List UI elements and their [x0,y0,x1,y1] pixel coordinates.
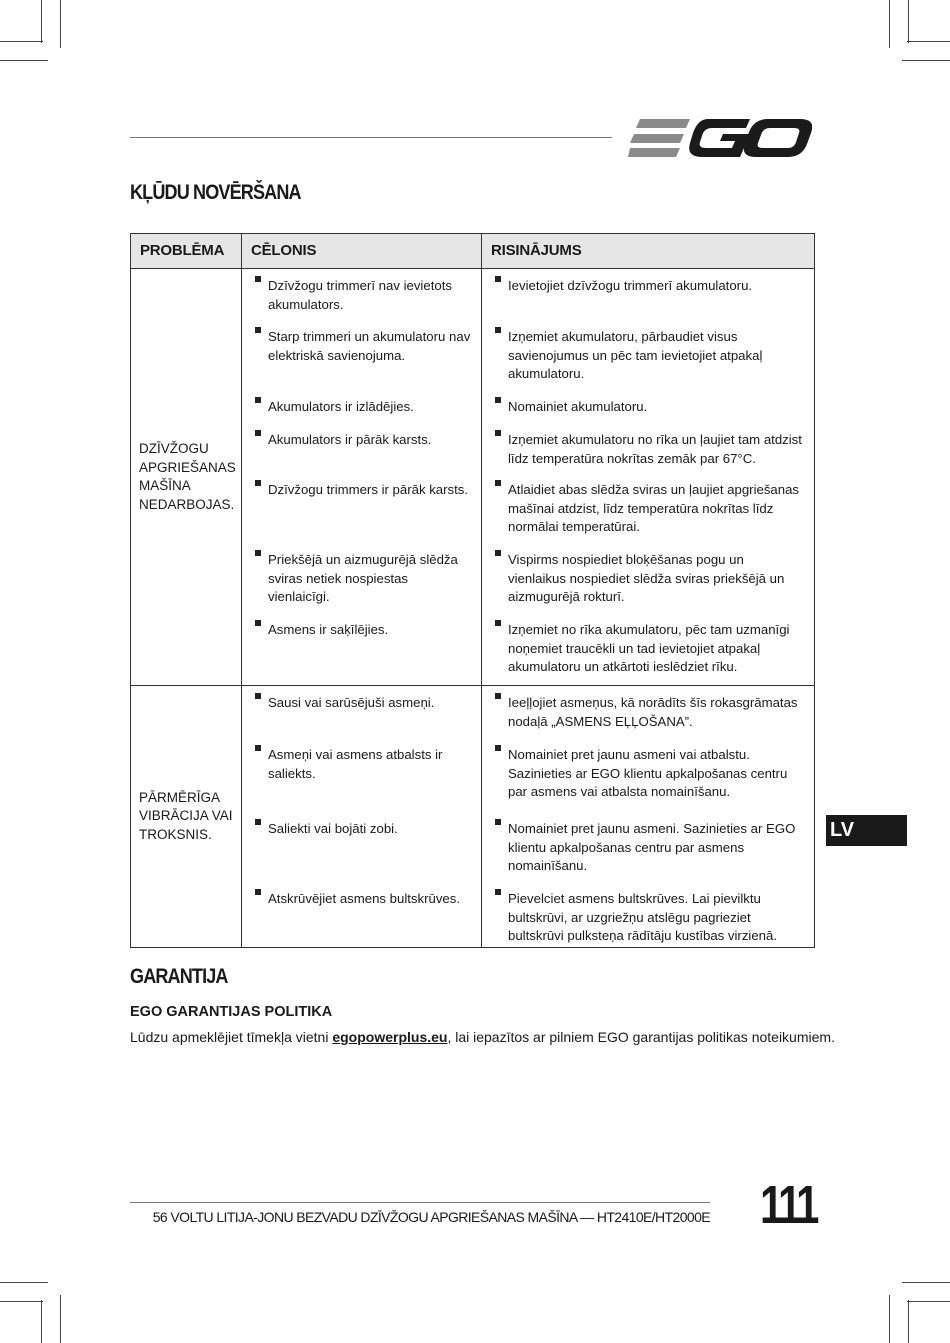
crop-mark [60,0,61,48]
column-header: RISINĀJUMS [482,234,815,269]
table-header-row [131,234,815,269]
warranty-heading: GARANTIJA [130,965,228,988]
warranty-text-after: , lai iepazītos ar pilniem EGO garantijas politikas noteikumiem. [447,1029,835,1045]
cause-text: Akumulators ir pārāk karsts. [243,424,480,450]
ego-logo [628,117,812,159]
footer-rule [130,1202,710,1203]
warranty-text [130,1029,835,1045]
crop-mark [60,1295,61,1343]
solution-text: Izņemiet akumulatoru, pārbaudiet visus savienojumus un pēc tam ievietojiet atpakaļ akumulatoru. [483,321,813,384]
solution-text: Vispirms nospiediet bloķēšanas pogu un vienlaikus nospiediet slēdža sviras priekšējā un aizmugurējā rokturī. [483,544,813,607]
crop-mark [0,41,43,42]
cause-text: Asmens ir saķīlējies. [243,614,480,640]
solution-text: Pievelciet asmens bultskrūves. Lai pievilktu bultskrūvi, ar uzgriežņu atslēgu pagrieziet bultskrūvi pulksteņa rādītāju kustības virzienā. [483,883,813,946]
solution-text: Nomainiet pret jaunu asmeni vai atbalstu. Sazinieties ar EGO klientu apkalpošanas centru par asmens vai atbalsta nomainīšanu. [483,739,813,802]
solution-text: Ievietojiet dzīvžogu trimmerī akumulatoru. [483,270,813,296]
cause-text: Sausi vai sarūsējuši asmeņi. [243,687,480,713]
cause-text: Atskrūvējiet asmens bultskrūves. [243,883,480,909]
problem-cell: PĀRMĒRĪGA VIBRĀCIJA VAI TROKSNIS. [131,686,242,948]
crop-mark [889,1295,890,1343]
column-header: CĒLONIS [242,234,482,269]
cause-text: Dzīvžogu trimmerī nav ievietots akumulators. [243,270,480,314]
warranty-text-before: Lūdzu apmeklējiet tīmekļa vietni [130,1029,333,1045]
crop-mark [0,1282,48,1283]
header-rule [130,137,612,138]
crop-mark [908,1300,909,1343]
crop-mark [908,0,909,43]
section-title: KĻŪDU NOVĒRŠANA [130,181,301,204]
warranty-subtitle: EGO GARANTIJAS POLITIKA [130,1004,333,1020]
solution-text: Ieeļļojiet asmeņus, kā norādīts šīs rokasgrāmatas nodaļā „ASMENS EĻĻOŠANA”. [483,687,813,731]
cause-text: Asmeņi vai asmens atbalsts ir saliekts. [243,739,480,783]
solution-text: Izņemiet akumulatoru no rīka un ļaujiet tam atdzist līdz temperatūra nokrītas zemāk par 67°C. [483,424,813,468]
crop-mark [907,41,950,42]
solution-text: Nomainiet pret jaunu asmeni. Sazinieties ar EGO klientu apkalpošanas centru par asmens nomainīšanu. [483,813,813,876]
page-number: 111 [760,1175,817,1235]
warranty-link[interactable]: egopowerplus.eu [332,1029,448,1045]
solution-text: Nomainiet akumulatoru. [483,391,813,417]
language-tab: LV [826,815,907,846]
cause-text: Priekšējā un aizmugurējā slēdža sviras netiek nospiestas vienlaicīgi. [243,544,480,607]
crop-mark [889,0,890,48]
problem-cell: DZĪVŽOGU APGRIEŠANAS MAŠĪNA NEDARBOJAS. [131,269,242,686]
crop-mark [907,1301,950,1302]
crop-mark [0,60,48,61]
crop-mark [902,60,950,61]
footer-text: 56 VOLTU LITIJA-JONU BEZVADU DZĪVŽOGU APGRIEŠANAS MAŠĪNA — HT2410E/HT2000E [152,1209,710,1225]
crop-mark [41,0,42,43]
cause-text: Akumulators ir izlādējies. [243,391,480,417]
cause-text: Saliekti vai bojāti zobi. [243,813,480,839]
table-row [131,686,815,739]
solution-text: Atlaidiet abas slēdža sviras un ļaujiet apgriešanas mašīnai atdzist, līdz temperatūra nokrītas līdz normālai temperatūrai. [483,474,813,537]
column-header: PROBLĒMA [131,234,242,269]
crop-mark [902,1282,950,1283]
cause-text: Starp trimmeri un akumulatoru nav elektriskā savienojuma. [243,321,480,365]
table-row [131,269,815,321]
solution-text: Izņemiet no rīka akumulatoru, pēc tam uzmanīgi noņemiet traucēkli un tad ievietojiet atpakaļ akumulatoru un atkārtoti ieslēdziet rīku. [483,614,813,677]
crop-mark [41,1300,42,1343]
cause-text: Dzīvžogu trimmers ir pārāk karsts. [243,474,480,500]
crop-mark [0,1301,43,1302]
troubleshooting-table [130,233,815,948]
